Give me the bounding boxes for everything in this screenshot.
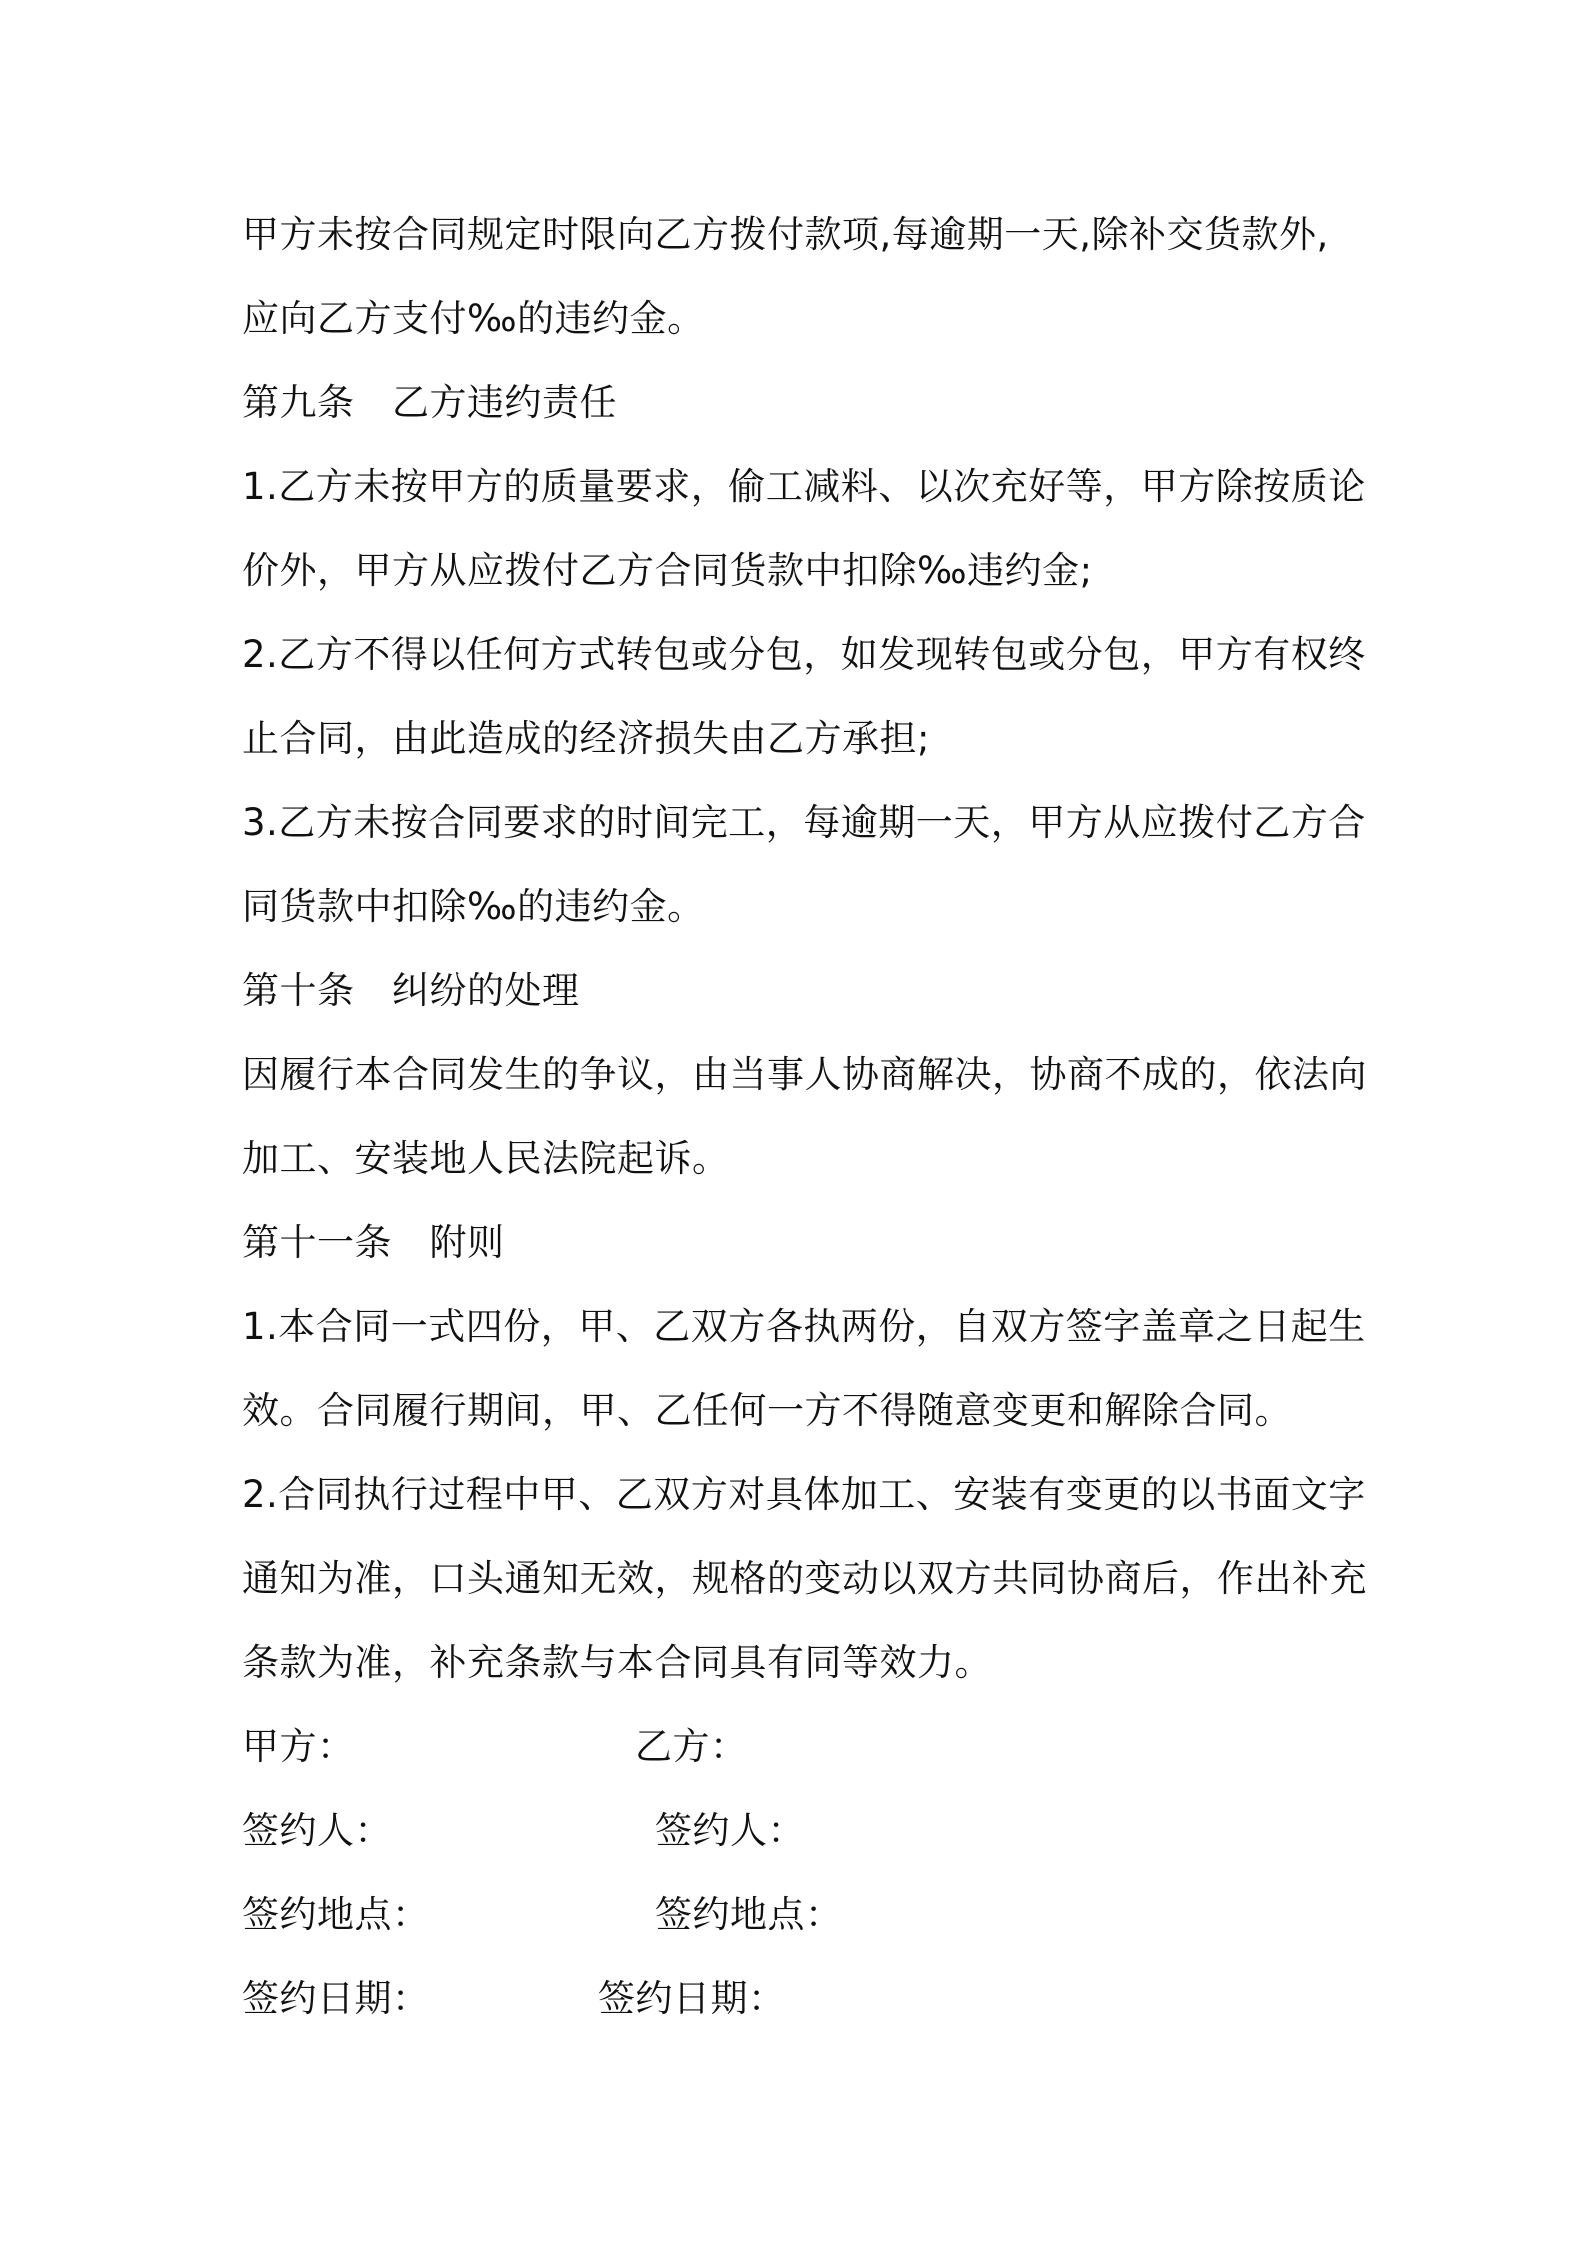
date-b-label: 签约日期：: [598, 1977, 786, 2020]
paragraph-line: 加工、安装地人民法院起诉。: [242, 1137, 730, 1180]
signature-row-signer: [242, 1789, 1358, 1873]
paragraph-line: 应向乙方支付‰的违约金。: [242, 297, 705, 340]
paragraph-line: 1.本合同一式四份，甲、乙双方各执两份，自双方签字盖章之日起生: [242, 1305, 1366, 1348]
place-b-label: 签约地点：: [655, 1893, 843, 1936]
signature-row-date: [242, 1957, 1358, 2041]
paragraph-line: 因履行本合同发生的争议，由当事人协商解决，协商不成的，依法向: [242, 1053, 1367, 1096]
signer-a-label: 签约人：: [242, 1809, 392, 1852]
paragraph-line: 止合同，由此造成的经济损失由乙方承担;: [242, 717, 930, 760]
paragraph-line: 价外，甲方从应拨付乙方合同货款中扣除‰违约金;: [242, 549, 1093, 592]
article-heading-11: 第十一条 附则: [242, 1221, 505, 1264]
signer-b-label: 签约人：: [655, 1809, 805, 1852]
paragraph-line: 1.乙方未按甲方的质量要求，偷工减料、以次充好等，甲方除按质论: [242, 465, 1366, 508]
paragraph-line: 同货款中扣除‰的违约金。: [242, 885, 705, 928]
paragraph-line: 3.乙方未按合同要求的时间完工，每逾期一天，甲方从应拨付乙方合: [242, 801, 1366, 844]
contract-body: [242, 193, 1367, 2041]
article-heading-9: 第九条 乙方违约责任: [242, 381, 617, 424]
signature-row-place: [242, 1873, 1358, 1957]
party-a-label: 甲方：: [242, 1725, 355, 1768]
place-a-label: 签约地点：: [242, 1893, 430, 1936]
paragraph-line: 2.乙方不得以任何方式转包或分包，如发现转包或分包，甲方有权终: [242, 633, 1366, 676]
article-heading-10: 第十条 纠纷的处理: [242, 969, 580, 1012]
date-a-label: 签约日期：: [242, 1977, 430, 2020]
signature-row-party: [242, 1705, 1358, 1789]
party-b-label: 乙方：: [635, 1725, 748, 1768]
paragraph-line: 通知为准，口头通知无效，规格的变动以双方共同协商后，作出补充: [242, 1557, 1367, 1600]
paragraph-line: 效。合同履行期间，甲、乙任何一方不得随意变更和解除合同。: [242, 1389, 1292, 1432]
paragraph-line: 条款为准，补充条款与本合同具有同等效力。: [242, 1641, 992, 1684]
paragraph-line: 甲方未按合同规定时限向乙方拨付款项,每逾期一天,除补交货款外,: [242, 213, 1329, 256]
paragraph-line: 2.合同执行过程中甲、乙双方对具体加工、安装有变更的以书面文字: [242, 1473, 1366, 1516]
